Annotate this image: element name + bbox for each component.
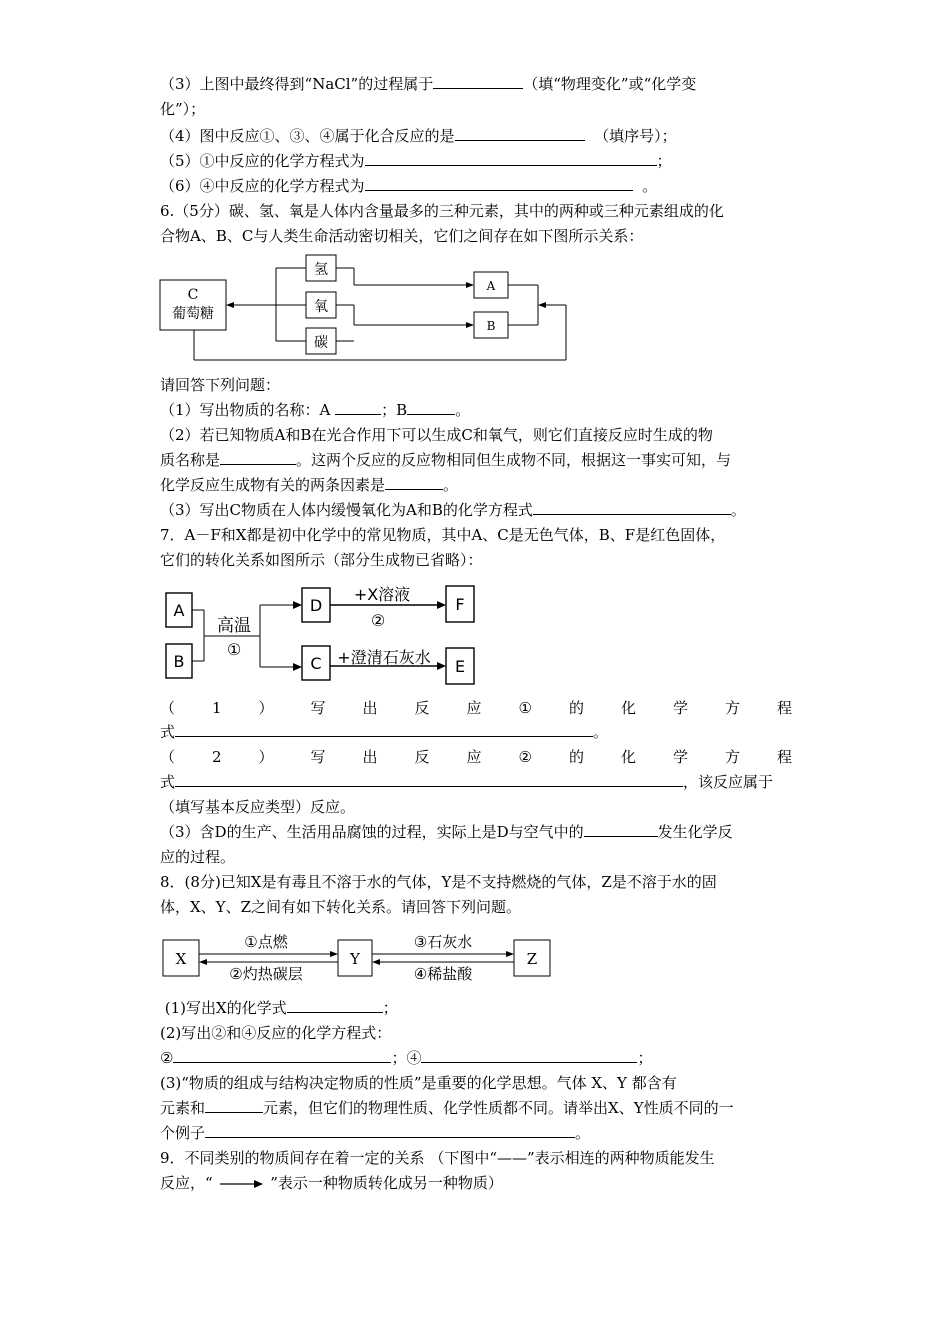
label-d: D xyxy=(309,596,323,615)
q7-part1-char: ） xyxy=(258,699,274,717)
q8-part3-d: 个例子 xyxy=(160,1124,206,1142)
q7-part1-char: 程 xyxy=(776,699,792,717)
q7-part1-b: 式 xyxy=(160,723,176,741)
q5-part3-hint-end: 化”）； xyxy=(160,100,206,118)
answer-blank[interactable] xyxy=(205,1098,263,1113)
q9-title: 9．不同类别的物质间存在着一定的关系 （下图中“——”表示相连的两种物质能发生 xyxy=(160,1149,715,1167)
q5-part5-text: （5）①中反应的化学方程式为 xyxy=(160,152,365,170)
q7-part1-char: 学 xyxy=(672,699,688,717)
label-z: Z xyxy=(526,950,538,968)
q7-part2-char: 写 xyxy=(310,748,326,766)
label-oxygen: 氧 xyxy=(314,299,328,315)
q8-part2-text: (2)写出②和④反应的化学方程式： xyxy=(160,1024,392,1042)
q7-part2-char: （ xyxy=(160,748,176,766)
answer-blank[interactable] xyxy=(365,176,633,191)
label-glucose: 葡萄糖 xyxy=(172,306,214,322)
q6-part2-d: 化学反应生成物有关的两条因素是 xyxy=(160,476,386,494)
q5-part3-text: （3）上图中最终得到“NaCl”的过程属于 xyxy=(160,75,434,93)
label-c: C xyxy=(310,654,322,673)
q7-title: 7．A－F和X都是初中化学中的常见物质，其中A、C是无色气体，B、F是红色固体， xyxy=(160,526,726,544)
answer-blank[interactable] xyxy=(455,126,585,141)
q5-part6-line xyxy=(160,176,657,196)
q8-part3-text: (3)“物质的组成与结构决定物质的性质”是重要的化学思想。气体 X、Y 都含有 xyxy=(160,1074,677,1092)
q7-part2-char: 应 xyxy=(466,748,482,766)
q6-part2-end: 。 xyxy=(443,476,459,494)
q7-title-cont: 它们的转化关系如图所示（部分生成物已省略）： xyxy=(160,551,483,569)
q6-part1-end: 。 xyxy=(455,401,471,419)
q7-part2-char: 学 xyxy=(672,748,688,766)
q7-part1-line2 xyxy=(160,722,608,742)
q6-part2-text: （2）若已知物质A和B在光合作用下可以生成C和氧气，则它们直接反应时生成的物 xyxy=(160,426,713,444)
answer-blank-2[interactable] xyxy=(173,1048,391,1063)
q8-part3-end: 。 xyxy=(575,1124,591,1142)
q5-part5-end: ； xyxy=(656,152,672,170)
q7-part1-char: 反 xyxy=(414,699,430,717)
q7-part2-char: 化 xyxy=(620,748,636,766)
label-hydrogen: 氢 xyxy=(314,262,328,278)
q8-part2-end: ； xyxy=(637,1049,653,1067)
q8-title-cont: 体，X、Y、Z之间有如下转化关系。请回答下列问题。 xyxy=(160,898,522,916)
label-b: B xyxy=(486,319,496,333)
q7-part3-end: 应的过程。 xyxy=(160,848,236,866)
q6-part2-line2 xyxy=(160,450,731,470)
q6-title: 6.（5分）碳、氢、氧是人体内含量最多的三种元素，其中的两种或三种元素组成的化 xyxy=(160,202,724,220)
q7-part1-char: 出 xyxy=(362,699,378,717)
label-plus-x-solution: +X溶液 xyxy=(353,585,411,604)
q5-part4-hint: （填序号）； xyxy=(594,127,677,145)
q7-part1-end: 。 xyxy=(593,723,609,741)
arrow-icon xyxy=(217,1178,265,1190)
q8-part2-b: ；④ xyxy=(391,1049,422,1067)
q9-title-a: 反应，“ xyxy=(160,1174,213,1192)
q6-part1-line xyxy=(160,400,470,420)
q7-part2-char: 程 xyxy=(776,748,792,766)
q6-part3-line xyxy=(160,500,746,520)
q7-part1-char: 写 xyxy=(310,699,326,717)
q6-diagram xyxy=(158,252,570,364)
answer-blank[interactable] xyxy=(584,822,658,837)
q5-part3-line xyxy=(160,74,696,94)
answer-blank[interactable] xyxy=(433,74,523,89)
q7-diagram xyxy=(158,580,488,690)
q7-part1-char: 1 xyxy=(212,699,222,717)
q8-part3-c: 元素，但它们的物理性质、化学性质都不同。请举出X、Y性质不同的一 xyxy=(263,1099,734,1117)
q7-part1-char: 化 xyxy=(620,699,636,717)
label-hot-carbon: ②灼热碳层 xyxy=(229,965,303,983)
q8-part3-line2 xyxy=(160,1098,734,1118)
q9-title-b: ”表示一种物质转化成另一种物质） xyxy=(270,1174,503,1192)
label-c: C xyxy=(187,287,199,303)
label-f: F xyxy=(455,595,465,614)
label-a: A xyxy=(173,601,185,620)
q7-part2-char: ） xyxy=(258,748,274,766)
q8-part3-line3 xyxy=(160,1123,590,1143)
label-a: A xyxy=(486,279,496,293)
q8-part2-a: ② xyxy=(160,1049,174,1067)
q7-part1-char: 应 xyxy=(466,699,482,717)
q8-part1-end: ； xyxy=(382,999,398,1017)
q7-part2-c: ，该反应属于 xyxy=(683,773,774,791)
q7-part2-d: （填写基本反应类型）反应。 xyxy=(160,798,356,816)
q8-diagram xyxy=(158,928,558,986)
q5-part6-end: 。 xyxy=(642,177,658,195)
label-x: X xyxy=(175,950,187,968)
q7-part2-char: ② xyxy=(518,748,532,766)
q6-part2-b: 质名称是 xyxy=(160,451,221,469)
q7-part3-line xyxy=(160,822,733,842)
q7-part1-char: 的 xyxy=(568,699,584,717)
q8-part2-line2 xyxy=(160,1048,652,1068)
q5-part4-line xyxy=(160,126,677,146)
q6-part2-line3 xyxy=(160,475,458,495)
q7-part2-char: 2 xyxy=(212,748,222,766)
q5-part4-text: （4）图中反应①、③、④属于化合反应的是 xyxy=(160,127,455,145)
q6-part2-c: 。这两个反应的反应物相同但生成物不同，根据这一事实可知，与 xyxy=(296,451,732,469)
q6-part1-text: （1）写出物质的名称：A xyxy=(160,401,331,419)
q5-part5-line xyxy=(160,151,672,171)
q8-part1-text: (1)写出X的化学式 xyxy=(164,999,287,1017)
label-y: Y xyxy=(350,950,360,968)
q5-part6-text: （6）④中反应的化学方程式为 xyxy=(160,177,365,195)
label-reaction-2: ② xyxy=(370,611,386,630)
label-ignite: ①点燃 xyxy=(244,933,288,951)
q8-part3-b: 元素和 xyxy=(160,1099,206,1117)
label-high-temp: 高温 xyxy=(217,616,251,636)
q8-part1-line xyxy=(160,998,398,1018)
q7-part1-char: ① xyxy=(518,699,532,717)
answer-blank[interactable] xyxy=(175,772,683,787)
q7-part2-b: 式 xyxy=(160,773,176,791)
q6-part3-text: （3）写出C物质在人体内缓慢氧化为A和B的化学方程式 xyxy=(160,501,533,519)
label-reaction-1: ① xyxy=(226,640,242,659)
answer-blank[interactable] xyxy=(287,998,383,1013)
answer-blank[interactable] xyxy=(365,151,657,166)
q6-title-cont: 合物A、B、C与人类生命活动密切相关，它们之间存在如下图所示关系： xyxy=(160,227,644,245)
answer-blank[interactable] xyxy=(385,475,443,490)
q7-part1-header xyxy=(160,698,792,718)
answer-blank-4[interactable] xyxy=(421,1048,637,1063)
q7-part3-text: （3）含D的生产、生活用品腐蚀的过程，实际上是D与空气中的 xyxy=(160,823,584,841)
answer-blank-b[interactable] xyxy=(407,400,455,415)
q7-part2-char: 方 xyxy=(724,748,740,766)
answer-blank[interactable] xyxy=(205,1123,575,1138)
q5-part3-hint: （填“物理变化”或“化学变 xyxy=(523,75,697,93)
label-plus-limewater: +澄清石灰水 xyxy=(337,648,431,667)
q6-prompt: 请回答下列问题： xyxy=(160,376,281,394)
answer-blank[interactable] xyxy=(220,450,296,465)
answer-blank[interactable] xyxy=(533,500,731,515)
q7-part2-char: 的 xyxy=(568,748,584,766)
q6-part1-b: ；B xyxy=(381,401,408,419)
q5-part3-line2 xyxy=(160,99,205,119)
q9-title-cont xyxy=(160,1173,503,1193)
label-limewater: ③石灰水 xyxy=(413,933,473,951)
q7-part2-header xyxy=(160,747,792,767)
q7-part1-char: 方 xyxy=(724,699,740,717)
q7-part1-char: （ xyxy=(160,699,176,717)
label-dilute-hcl: ④稀盐酸 xyxy=(413,965,473,983)
q7-part3-b: 发生化学反 xyxy=(657,823,733,841)
label-b: B xyxy=(173,652,185,671)
q7-part2-line2 xyxy=(160,772,773,792)
answer-blank[interactable] xyxy=(175,722,593,737)
q8-title: 8．(8分)已知X是有毒且不溶于水的气体，Y是不支持燃烧的气体，Z是不溶于水的固 xyxy=(160,873,717,891)
answer-blank-a[interactable] xyxy=(335,400,381,415)
label-e: E xyxy=(454,657,466,676)
label-carbon: 碳 xyxy=(314,335,328,351)
q7-part2-char: 出 xyxy=(362,748,378,766)
q7-part2-char: 反 xyxy=(414,748,430,766)
q6-part3-end: 。 xyxy=(730,501,746,519)
